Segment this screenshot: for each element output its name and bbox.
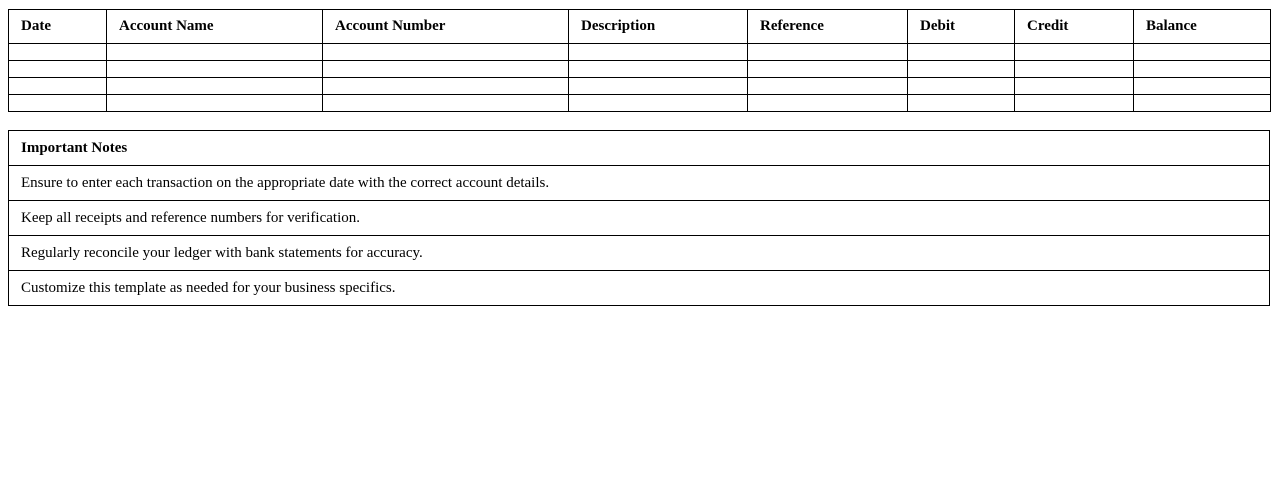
- column-header-debit: Debit: [908, 10, 1015, 44]
- notes-header-row: [9, 131, 1270, 166]
- cell-account-name[interactable]: [107, 95, 323, 112]
- cell-balance[interactable]: [1134, 95, 1271, 112]
- list-item: [9, 201, 1270, 236]
- table-row: [9, 95, 1271, 112]
- cell-balance[interactable]: [1134, 61, 1271, 78]
- column-header-credit: Credit: [1015, 10, 1134, 44]
- cell-debit[interactable]: [908, 95, 1015, 112]
- table-row: [9, 61, 1271, 78]
- cell-credit[interactable]: [1015, 61, 1134, 78]
- list-item: [9, 271, 1270, 306]
- table-row: [9, 44, 1271, 61]
- cell-date[interactable]: [9, 44, 107, 61]
- column-header-balance: Balance: [1134, 10, 1271, 44]
- note-text: Customize this template as needed for your business specifics.: [9, 271, 1270, 306]
- cell-reference[interactable]: [748, 95, 908, 112]
- ledger-table: [8, 9, 1271, 112]
- note-text: Regularly reconcile your ledger with bank statements for accuracy.: [9, 236, 1270, 271]
- cell-account-number[interactable]: [323, 61, 569, 78]
- column-header-account-name: Account Name: [107, 10, 323, 44]
- cell-account-number[interactable]: [323, 44, 569, 61]
- cell-reference[interactable]: [748, 44, 908, 61]
- cell-account-name[interactable]: [107, 78, 323, 95]
- cell-date[interactable]: [9, 78, 107, 95]
- cell-credit[interactable]: [1015, 78, 1134, 95]
- list-item: [9, 166, 1270, 201]
- cell-debit[interactable]: [908, 44, 1015, 61]
- notes-heading: Important Notes: [9, 131, 1270, 166]
- cell-credit[interactable]: [1015, 95, 1134, 112]
- cell-reference[interactable]: [748, 78, 908, 95]
- list-item: [9, 236, 1270, 271]
- cell-balance[interactable]: [1134, 44, 1271, 61]
- column-header-reference: Reference: [748, 10, 908, 44]
- cell-credit[interactable]: [1015, 44, 1134, 61]
- ledger-header-row: [9, 10, 1271, 44]
- cell-description[interactable]: [569, 44, 748, 61]
- column-header-account-number: Account Number: [323, 10, 569, 44]
- cell-date[interactable]: [9, 95, 107, 112]
- cell-balance[interactable]: [1134, 78, 1271, 95]
- cell-account-name[interactable]: [107, 61, 323, 78]
- cell-account-number[interactable]: [323, 78, 569, 95]
- cell-account-number[interactable]: [323, 95, 569, 112]
- column-header-date: Date: [9, 10, 107, 44]
- cell-reference[interactable]: [748, 61, 908, 78]
- column-header-description: Description: [569, 10, 748, 44]
- cell-description[interactable]: [569, 95, 748, 112]
- cell-description[interactable]: [569, 61, 748, 78]
- note-text: Keep all receipts and reference numbers for verification.: [9, 201, 1270, 236]
- cell-account-name[interactable]: [107, 44, 323, 61]
- cell-debit[interactable]: [908, 61, 1015, 78]
- cell-date[interactable]: [9, 61, 107, 78]
- cell-description[interactable]: [569, 78, 748, 95]
- table-row: [9, 78, 1271, 95]
- notes-table: [8, 130, 1270, 306]
- note-text: Ensure to enter each transaction on the appropriate date with the correct account details.: [9, 166, 1270, 201]
- cell-debit[interactable]: [908, 78, 1015, 95]
